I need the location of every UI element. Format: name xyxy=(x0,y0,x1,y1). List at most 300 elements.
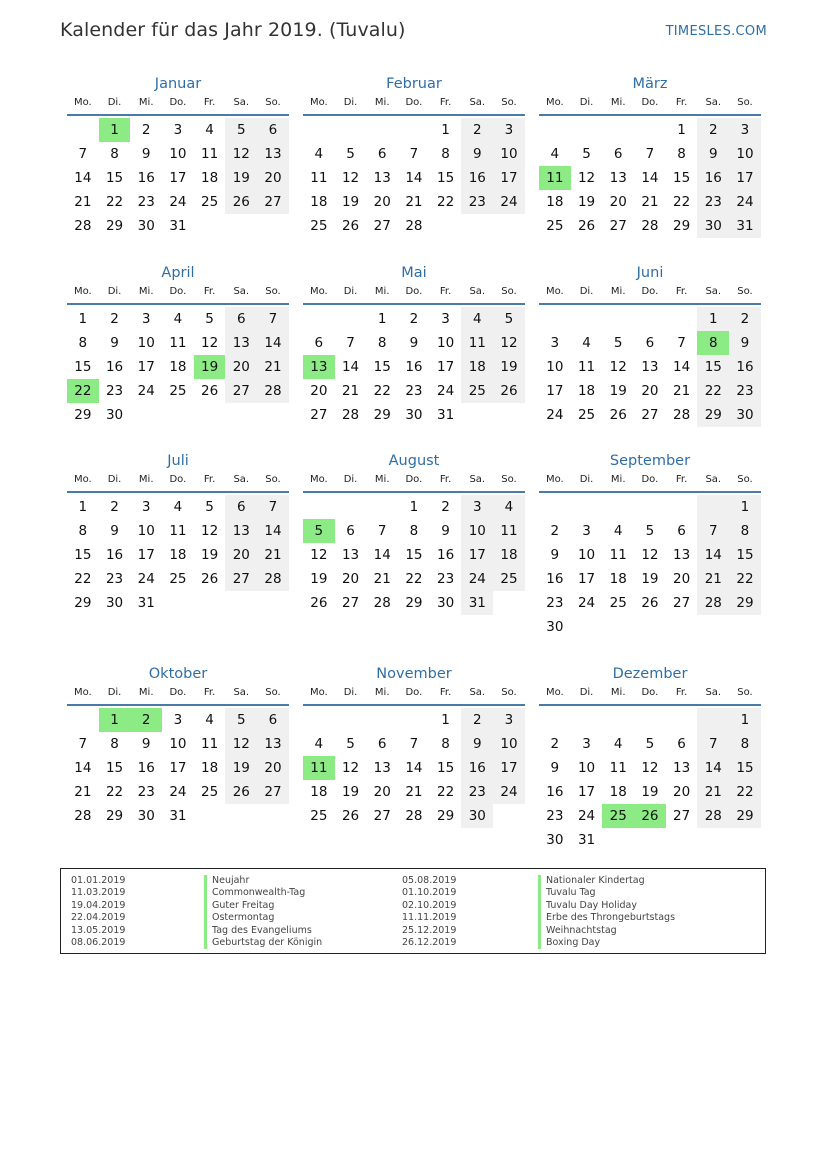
day-cell: 28 xyxy=(405,218,423,234)
day-cell: 11 xyxy=(493,519,525,543)
day-cell: 10 xyxy=(169,736,187,752)
day-cell: 3 xyxy=(441,311,450,327)
day-cell: 14 xyxy=(74,760,92,776)
weekday-label: Mi. xyxy=(374,97,390,108)
day-cell: 27 xyxy=(673,595,691,611)
day-cell: 14 xyxy=(673,359,691,375)
day-cell: 20 xyxy=(373,784,391,800)
day-cell: 30 xyxy=(546,832,564,848)
month-november xyxy=(303,662,525,828)
day-cell: 17 xyxy=(461,543,493,567)
day-cell: 19 xyxy=(201,547,219,563)
empty-cell xyxy=(303,708,335,732)
day-cell: 20 xyxy=(341,571,360,587)
empty-cell xyxy=(366,495,398,519)
weekday-label: Mi. xyxy=(138,687,154,698)
empty-cell xyxy=(461,214,493,238)
day-cell: 17 xyxy=(169,170,187,186)
day-cell: 18 xyxy=(310,784,328,800)
day-cell: 10 xyxy=(437,335,455,351)
day-cell: 19 xyxy=(609,383,627,399)
day-cell: 26 xyxy=(310,595,328,611)
empty-cell xyxy=(225,804,257,828)
empty-cell xyxy=(571,708,603,732)
month-märz xyxy=(539,72,761,238)
day-cell: 2 xyxy=(550,523,560,539)
week-row xyxy=(539,615,761,639)
day-cell: 15 xyxy=(437,170,455,186)
holiday-day-cell: 13 xyxy=(303,355,335,379)
day-cell: 24 xyxy=(729,190,761,214)
day-cell: 6 xyxy=(257,118,289,142)
day-cell: 30 xyxy=(697,214,729,238)
day-cell: 20 xyxy=(225,543,257,567)
holiday-day-cell: 19 xyxy=(194,355,226,379)
weekday-label: Fr. xyxy=(439,474,452,485)
day-cell: 13 xyxy=(373,170,391,186)
day-cell: 20 xyxy=(641,383,659,399)
day-cell: 23 xyxy=(437,571,455,587)
week-row xyxy=(539,331,761,355)
day-cell: 12 xyxy=(225,142,257,166)
empty-cell xyxy=(493,591,525,615)
day-cell: 18 xyxy=(201,170,219,186)
day-cell: 8 xyxy=(110,146,119,162)
day-cell: 4 xyxy=(173,499,183,515)
month-mai xyxy=(303,261,525,427)
legend-names-left xyxy=(204,875,322,949)
empty-cell xyxy=(634,495,666,519)
day-cell: 31 xyxy=(169,218,187,234)
weekday-label: Di. xyxy=(107,474,122,485)
day-cell: 15 xyxy=(105,760,124,776)
weekday-header xyxy=(539,96,761,116)
day-cell: 14 xyxy=(373,547,391,563)
week-row xyxy=(67,543,289,567)
weekday-label: Mo. xyxy=(73,687,92,698)
day-cell: 6 xyxy=(225,495,257,519)
weekday-label: So. xyxy=(501,474,517,485)
empty-cell xyxy=(67,708,99,732)
weekday-label: So. xyxy=(501,286,517,297)
day-cell: 10 xyxy=(137,523,155,539)
weekday-label: So. xyxy=(265,286,281,297)
day-cell: 22 xyxy=(729,780,761,804)
day-cell: 21 xyxy=(341,383,360,399)
day-cell: 10 xyxy=(169,146,187,162)
day-cell: 16 xyxy=(105,547,124,563)
day-cell: 2 xyxy=(729,307,761,331)
week-row xyxy=(539,732,761,756)
day-cell: 9 xyxy=(461,142,493,166)
day-cell: 24 xyxy=(169,194,187,210)
day-cell: 29 xyxy=(729,591,761,615)
empty-cell xyxy=(225,403,257,427)
day-cell: 8 xyxy=(78,335,88,351)
month-januar xyxy=(67,72,289,238)
weekday-label: Sa. xyxy=(705,687,722,698)
day-cell: 18 xyxy=(609,784,627,800)
weekday-header xyxy=(67,473,289,493)
day-cell: 29 xyxy=(373,407,391,423)
day-cell: 30 xyxy=(105,595,124,611)
weekday-label: Di. xyxy=(579,474,594,485)
empty-cell xyxy=(335,708,367,732)
weekday-label: Mi. xyxy=(610,474,626,485)
day-cell: 6 xyxy=(314,335,324,351)
empty-cell xyxy=(366,708,398,732)
day-cell: 22 xyxy=(729,567,761,591)
week-row xyxy=(539,403,761,427)
legend-holiday-name: Ostermontag xyxy=(204,912,322,924)
day-cell: 23 xyxy=(546,595,564,611)
empty-cell xyxy=(303,307,335,331)
day-cell: 4 xyxy=(613,523,623,539)
day-cell: 25 xyxy=(546,218,564,234)
day-cell: 22 xyxy=(697,379,729,403)
day-cell: 1 xyxy=(78,311,88,327)
empty-cell xyxy=(130,403,162,427)
legend-holiday-name: Tag des Evangeliums xyxy=(204,925,322,937)
weekday-label: Do. xyxy=(169,97,187,108)
month-august xyxy=(303,449,525,615)
week-row xyxy=(303,708,525,732)
empty-cell xyxy=(634,615,666,639)
day-cell: 1 xyxy=(729,495,761,519)
month-juni xyxy=(539,261,761,427)
day-cell: 21 xyxy=(373,571,391,587)
day-cell: 26 xyxy=(201,571,219,587)
day-cell: 14 xyxy=(257,519,289,543)
week-row xyxy=(303,355,525,379)
day-cell: 21 xyxy=(697,780,729,804)
legend-dates-right xyxy=(402,875,456,949)
day-cell: 6 xyxy=(377,146,387,162)
empty-cell xyxy=(666,708,698,732)
week-row xyxy=(67,591,289,615)
week-row xyxy=(67,307,289,331)
day-cell: 1 xyxy=(677,122,686,138)
day-cell: 29 xyxy=(405,595,423,611)
week-row xyxy=(539,708,761,732)
week-row xyxy=(67,403,289,427)
holiday-day-cell: 5 xyxy=(303,519,335,543)
day-cell: 16 xyxy=(729,355,761,379)
day-cell: 28 xyxy=(697,804,729,828)
day-cell: 3 xyxy=(582,736,591,752)
empty-cell xyxy=(602,828,634,852)
weekday-label: Fr. xyxy=(439,687,452,698)
week-row xyxy=(67,142,289,166)
day-cell: 19 xyxy=(641,784,659,800)
legend-holiday-name: Tuvalu Day Holiday xyxy=(538,900,675,912)
weekday-header xyxy=(303,686,525,706)
day-cell: 13 xyxy=(257,142,289,166)
day-cell: 30 xyxy=(405,407,423,423)
week-row xyxy=(303,307,525,331)
day-cell: 3 xyxy=(729,118,761,142)
day-cell: 6 xyxy=(225,307,257,331)
day-cell: 8 xyxy=(729,732,761,756)
weekday-label: Di. xyxy=(107,286,122,297)
weekday-label: Fr. xyxy=(203,97,216,108)
day-cell: 17 xyxy=(577,571,596,587)
day-cell: 13 xyxy=(609,170,627,186)
day-cell: 9 xyxy=(110,523,119,539)
month-name: Juni xyxy=(636,265,664,281)
empty-cell xyxy=(303,495,335,519)
day-cell: 4 xyxy=(550,146,560,162)
day-cell: 6 xyxy=(613,146,623,162)
holiday-day-cell: 11 xyxy=(539,166,571,190)
day-cell: 31 xyxy=(729,214,761,238)
weekday-label: Mi. xyxy=(138,474,154,485)
weekday-label: Do. xyxy=(641,474,659,485)
day-cell: 12 xyxy=(577,170,596,186)
legend-date: 01.10.2019 xyxy=(402,887,457,899)
legend-date: 13.05.2019 xyxy=(71,924,126,936)
day-cell: 25 xyxy=(310,808,328,824)
day-cell: 9 xyxy=(409,335,419,351)
day-cell: 9 xyxy=(141,146,151,162)
legend-date: 25.12.2019 xyxy=(402,924,457,936)
day-cell: 18 xyxy=(169,359,187,375)
legend-holiday-name: Guter Freitag xyxy=(204,900,322,912)
weekday-label: Sa. xyxy=(469,286,486,297)
brand-link[interactable]: TIMESLES.COM xyxy=(665,24,767,39)
weekday-label: Mo. xyxy=(545,474,564,485)
weekday-label: Sa. xyxy=(233,286,250,297)
week-row xyxy=(539,190,761,214)
empty-cell xyxy=(398,708,430,732)
day-cell: 21 xyxy=(641,194,659,210)
day-cell: 15 xyxy=(105,170,124,186)
month-april xyxy=(67,261,289,427)
week-row xyxy=(67,331,289,355)
week-row xyxy=(67,355,289,379)
empty-cell xyxy=(162,403,194,427)
weekday-label: Sa. xyxy=(705,286,722,297)
day-cell: 30 xyxy=(105,407,124,423)
day-cell: 18 xyxy=(310,194,328,210)
day-cell: 9 xyxy=(697,142,729,166)
weekday-label: Mo. xyxy=(309,286,328,297)
weekday-label: So. xyxy=(265,97,281,108)
empty-cell xyxy=(493,804,525,828)
week-row xyxy=(539,780,761,804)
day-cell: 12 xyxy=(641,760,659,776)
day-cell: 19 xyxy=(341,784,360,800)
day-cell: 14 xyxy=(697,756,729,780)
day-cell: 28 xyxy=(257,379,289,403)
day-cell: 28 xyxy=(697,591,729,615)
day-cell: 2 xyxy=(461,708,493,732)
weekday-label: Mi. xyxy=(610,97,626,108)
day-cell: 2 xyxy=(141,122,151,138)
day-cell: 26 xyxy=(341,808,360,824)
day-cell: 22 xyxy=(437,784,455,800)
weekday-label: Di. xyxy=(579,687,594,698)
day-cell: 14 xyxy=(641,170,659,186)
legend-date: 11.11.2019 xyxy=(402,912,457,924)
day-cell: 1 xyxy=(78,499,88,515)
day-cell: 13 xyxy=(257,732,289,756)
weekday-header xyxy=(303,96,525,116)
empty-cell xyxy=(430,214,462,238)
empty-cell xyxy=(602,615,634,639)
empty-cell xyxy=(729,828,761,852)
day-cell: 2 xyxy=(697,118,729,142)
day-cell: 4 xyxy=(613,736,623,752)
day-cell: 10 xyxy=(546,359,564,375)
weekday-label: So. xyxy=(501,97,517,108)
weekday-label: Fr. xyxy=(675,474,688,485)
weekday-label: Mo. xyxy=(73,286,92,297)
day-cell: 29 xyxy=(105,218,124,234)
day-cell: 7 xyxy=(409,736,419,752)
month-name: März xyxy=(632,76,668,92)
day-cell: 22 xyxy=(74,571,92,587)
week-row xyxy=(67,708,289,732)
day-cell: 8 xyxy=(78,523,88,539)
day-cell: 13 xyxy=(673,547,691,563)
day-cell: 16 xyxy=(405,359,423,375)
empty-cell xyxy=(194,804,226,828)
week-row xyxy=(303,403,525,427)
week-row xyxy=(303,495,525,519)
weekday-label: Mo. xyxy=(545,286,564,297)
day-cell: 18 xyxy=(169,547,187,563)
day-cell: 31 xyxy=(169,808,187,824)
day-cell: 27 xyxy=(257,780,289,804)
day-cell: 16 xyxy=(137,170,155,186)
day-cell: 23 xyxy=(105,383,124,399)
day-cell: 20 xyxy=(673,571,691,587)
day-cell: 28 xyxy=(74,218,92,234)
empty-cell xyxy=(303,118,335,142)
weekday-label: Do. xyxy=(641,687,659,698)
day-cell: 27 xyxy=(310,407,328,423)
day-cell: 11 xyxy=(577,359,596,375)
weekday-label: Mi. xyxy=(138,286,154,297)
legend-holiday-name: Weihnachtstag xyxy=(538,925,675,937)
day-cell: 4 xyxy=(173,311,183,327)
day-cell: 24 xyxy=(493,780,525,804)
legend-date: 05.08.2019 xyxy=(402,875,457,886)
day-cell: 13 xyxy=(225,331,257,355)
day-cell: 15 xyxy=(729,543,761,567)
day-cell: 2 xyxy=(110,311,119,327)
day-cell: 30 xyxy=(546,619,564,635)
day-cell: 31 xyxy=(137,595,155,611)
empty-cell xyxy=(634,307,666,331)
empty-cell xyxy=(461,403,493,427)
weekday-label: Di. xyxy=(343,97,358,108)
day-cell: 8 xyxy=(110,736,119,752)
day-cell: 27 xyxy=(673,808,691,824)
week-row xyxy=(539,214,761,238)
day-cell: 23 xyxy=(405,383,423,399)
empty-cell xyxy=(493,403,525,427)
day-cell: 10 xyxy=(493,142,525,166)
day-cell: 10 xyxy=(137,335,155,351)
day-cell: 5 xyxy=(582,146,591,162)
day-cell: 17 xyxy=(137,547,155,563)
day-cell: 19 xyxy=(341,194,360,210)
legend-date: 08.06.2019 xyxy=(71,936,126,948)
day-cell: 21 xyxy=(257,543,289,567)
day-cell: 3 xyxy=(461,495,493,519)
day-cell: 11 xyxy=(609,547,627,563)
week-row xyxy=(539,543,761,567)
day-cell: 23 xyxy=(105,571,124,587)
legend-date: 01.01.2019 xyxy=(71,875,126,886)
week-row xyxy=(67,190,289,214)
empty-cell xyxy=(225,214,257,238)
day-cell: 29 xyxy=(74,595,92,611)
day-cell: 10 xyxy=(493,732,525,756)
day-cell: 7 xyxy=(257,495,289,519)
day-cell: 22 xyxy=(437,194,455,210)
day-cell: 12 xyxy=(641,547,659,563)
day-cell: 28 xyxy=(373,595,391,611)
day-cell: 11 xyxy=(169,523,187,539)
weekday-label: Do. xyxy=(405,687,423,698)
weekday-label: Sa. xyxy=(233,474,250,485)
week-row xyxy=(67,780,289,804)
holiday-day-cell: 2 xyxy=(130,708,162,732)
week-row xyxy=(303,567,525,591)
day-cell: 19 xyxy=(225,166,257,190)
month-name: Juli xyxy=(167,453,189,469)
day-cell: 9 xyxy=(441,523,450,539)
weekday-label: So. xyxy=(737,687,753,698)
day-cell: 2 xyxy=(441,499,450,515)
weekday-label: Do. xyxy=(169,286,187,297)
empty-cell xyxy=(602,708,634,732)
month-oktober xyxy=(67,662,289,828)
day-cell: 26 xyxy=(493,379,525,403)
day-cell: 25 xyxy=(201,194,219,210)
month-name: August xyxy=(388,453,440,469)
empty-cell xyxy=(67,118,99,142)
week-row xyxy=(539,756,761,780)
day-cell: 20 xyxy=(373,194,391,210)
legend-names-right xyxy=(538,875,675,949)
day-cell: 6 xyxy=(257,708,289,732)
weekday-label: Do. xyxy=(169,474,187,485)
week-row xyxy=(539,307,761,331)
day-cell: 9 xyxy=(729,331,761,355)
empty-cell xyxy=(398,118,430,142)
day-cell: 24 xyxy=(493,190,525,214)
day-cell: 25 xyxy=(609,595,627,611)
day-cell: 22 xyxy=(105,194,124,210)
day-cell: 27 xyxy=(641,407,659,423)
day-cell: 29 xyxy=(105,808,124,824)
legend-holiday-name: Geburtstag der Königin xyxy=(204,937,322,949)
day-cell: 16 xyxy=(437,547,455,563)
empty-cell xyxy=(539,307,571,331)
weekday-label: Sa. xyxy=(469,97,486,108)
day-cell: 7 xyxy=(677,335,686,351)
week-row xyxy=(303,756,525,780)
month-name: Februar xyxy=(386,76,442,92)
empty-cell xyxy=(571,307,603,331)
day-cell: 3 xyxy=(493,708,525,732)
day-cell: 4 xyxy=(461,307,493,331)
day-cell: 3 xyxy=(173,712,183,728)
